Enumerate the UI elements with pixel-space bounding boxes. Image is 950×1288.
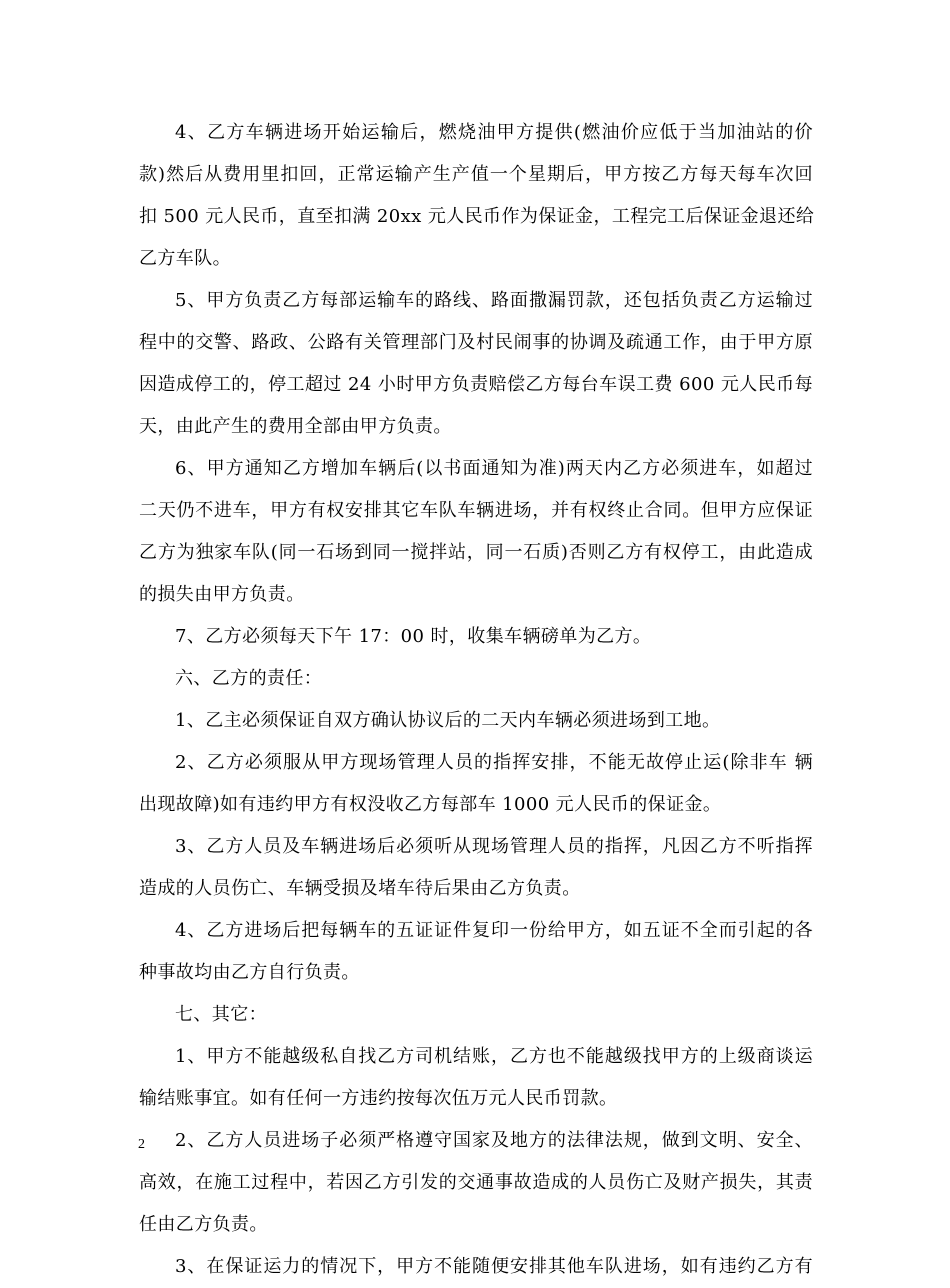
paragraph-line: 种事故均由乙方自行负责。 <box>139 962 360 983</box>
paragraph-line: 任由乙方负责。 <box>139 1214 268 1235</box>
page-number: 2 <box>138 1137 145 1152</box>
paragraph-line: 1、甲方不能越级私自找乙方司机结账，乙方也不能越级找甲方的上级商谈运 <box>175 1046 813 1067</box>
document-body <box>139 112 813 1288</box>
paragraph-line: 1、乙主必须保证自双方确认协议后的二天内车辆必须进场到工地。 <box>175 710 721 731</box>
paragraph-line: 2、乙方人员进场子必须严格遵守国家及地方的法律法规，做到文明、安全、 <box>175 1130 813 1151</box>
paragraph-line: 高效，在施工过程中，若因乙方引发的交通事故造成的人员伤亡及财产损失，其责 <box>139 1172 813 1193</box>
paragraph-line: 款)然后从费用里扣回，正常运输产生产值一个星期后，甲方按乙方每天每车次回 <box>139 164 813 185</box>
paragraph-line: 7、乙方必须每天下午 17：00 时，收集车辆磅单为乙方。 <box>175 626 652 647</box>
paragraph-line: 乙方为独家车队(同一石场到同一搅拌站，同一石质)否则乙方有权停工，由此造成 <box>139 542 813 563</box>
paragraph-line: 程中的交警、路政、公路有关管理部门及村民闹事的协调及疏通工作，由于甲方原 <box>139 332 813 353</box>
paragraph-line: 3、乙方人员及车辆进场后必须听从现场管理人员的指挥，凡因乙方不听指挥 <box>175 836 813 857</box>
paragraph-line: 出现故障)如有违约甲方有权没收乙方每部车 1000 元人民币的保证金。 <box>139 794 722 815</box>
paragraph-line: 输结账事宜。如有任何一方违约按每次伍万元人民币罚款。 <box>139 1088 618 1109</box>
paragraph-line: 造成的人员伤亡、车辆受损及堵车待后果由乙方负责。 <box>139 878 581 899</box>
paragraph-line: 5、甲方负责乙方每部运输车的路线、路面撒漏罚款，还包括负责乙方运输过 <box>175 290 813 311</box>
paragraph-line: 乙方车队。 <box>139 248 231 269</box>
paragraph-line: 2、乙方必须服从甲方现场管理人员的指挥安排，不能无故停止运(除非车 辆 <box>175 752 813 773</box>
paragraph-line: 4、乙方进场后把每辆车的五证证件复印一份给甲方，如五证不全而引起的各 <box>175 920 813 941</box>
paragraph-line: 的损失由甲方负责。 <box>139 584 305 605</box>
paragraph-line: 二天仍不进车，甲方有权安排其它车队车辆进场，并有权终止合同。但甲方应保证 <box>139 500 813 521</box>
section-heading: 六、乙方的责任： <box>175 668 323 689</box>
paragraph-line: 扣 500 元人民币，直至扣满 20xx 元人民币作为保证金，工程完工后保证金退还给 <box>139 206 815 227</box>
paragraph-line: 天，由此产生的费用全部由甲方负责。 <box>139 416 452 437</box>
section-heading: 七、其它： <box>175 1004 267 1025</box>
paragraph-line: 4、乙方车辆进场开始运输后，燃烧油甲方提供(燃油价应低于当加油站的价 <box>175 122 813 143</box>
paragraph-line: 6、甲方通知乙方增加车辆后(以书面通知为准)两天内乙方必须进车，如超过 <box>175 458 813 479</box>
paragraph-line: 3、在保证运力的情况下，甲方不能随便安排其他车队进场，如有违约乙方有 <box>175 1256 813 1277</box>
paragraph-line: 因造成停工的，停工超过 24 小时甲方负责赔偿乙方每台车误工费 600 元人民币每 <box>139 374 813 395</box>
